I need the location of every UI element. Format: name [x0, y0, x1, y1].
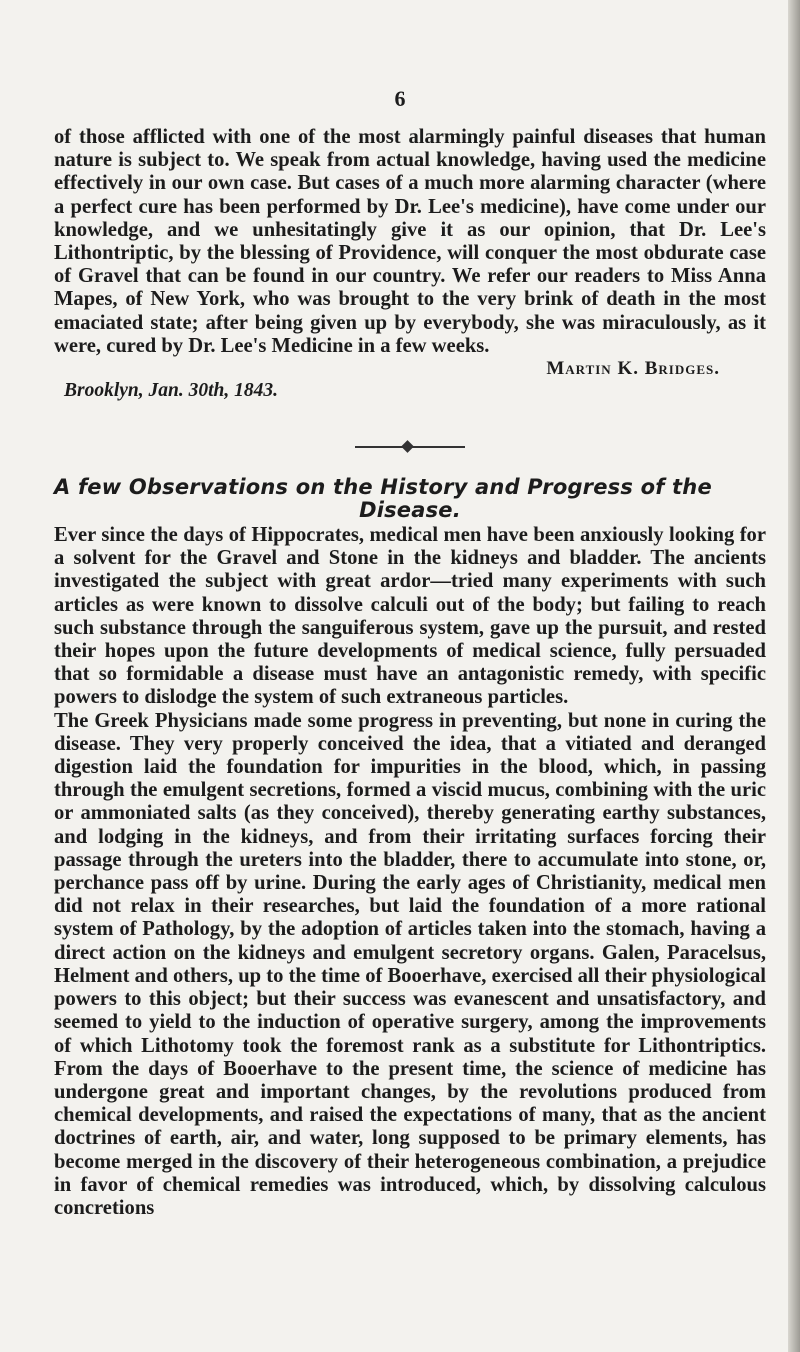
letter-dateline: Brooklyn, Jan. 30th, 1843. [64, 380, 278, 402]
section-heading [54, 476, 766, 522]
section-heading-line1: A few Observations on the History and Progress of the [54, 475, 712, 500]
section-paragraph: The Greek Physicians made some progress in preventing, but none in curing the disease. They very properly conceived the idea, that a vitiated and deranged digestion laid the foundation for impurities in the blood, which, in passing through the emulgent secretions, formed a viscid mucus, combining with the uric or ammoniated salts (as they conceived), thereby generating earthy substances, and lodging in the kidneys, and from their irritating surfaces forcing their passage through the ureters into the bladder, there to accumulate into stone, or, perchance pass off by urine. During the early ages of Christianity, medical men did not relax in their researches, but laid the foundation of a more rational system of Pathology, by the adoption of articles taken into the stomach, having a direct action on the kidneys and emulgent secretory organs. Galen, Paracelsus, Helment and others, up to the time of Booerhave, exercised all their physiological powers to this object; but their success was evanescent and unsatisfactory, and seemed to yield to the induction of operative surgery, among the improvements of which Lithotomy took the foremost rank as a substitute for Lithontriptics. From the days of Booerhave to the present time, the science of medicine has undergone great and important changes, by the revolutions produced from chemical developments, and raised the expectations of many, that as the ancient doctrines of earth, air, and water, long supposed to be primary elements, has become merged in the discovery of their heterogeneous combination, a prejudice in favor of chemical remedies was introduced, which, by dissolving calculous concretions [54, 709, 766, 1219]
section-divider-ornament [355, 442, 465, 452]
page-content [54, 126, 766, 1220]
section-heading-line2: Disease. [359, 498, 461, 523]
section-paragraph: Ever since the days of Hippocrates, medical men have been anxiously looking for a solvent for the Gravel and Stone in the kidneys and bladder. The ancients investigated the subject with great ardor—tried many experiments with such articles as were known to dissolve calculi out of the body; but failing to reach such substance through the sanguiferous system, gave up the pursuit, and rested their hopes upon the future developments of medical science, fully persuaded that so formidable a disease must have an antagonistic remedy, with specific powers to dislodge the system of such extraneous particles. [54, 524, 766, 709]
letter-paragraph: of those afflicted with one of the most alarmingly painful diseases that human nature is subject to. We speak from actual knowledge, having used the medicine effectively in our own case. But cases of a much more alarming character (where a perfect cure has been performed by Dr. Lee's medicine), have come under our knowledge, and we unhesitatingly give it as our opinion, that Dr. Lee's Lithontriptic, by the blessing of Providence, will conquer the most obdurate case of Gravel that can be found in our country. We refer our readers to Miss Anna Mapes, of New York, who was brought to the very brink of death in the most emaciated state; after being given up by everybody, she was miraculously, as it were, cured by Dr. Lee's Medicine in a few weeks. [54, 126, 766, 357]
page-number: 6 [394, 86, 406, 111]
letter-signature: Martin K. Bridges. [546, 358, 720, 380]
divider-diamond [401, 440, 414, 453]
book-spine-edge [788, 0, 800, 1352]
section-body [54, 524, 766, 1220]
